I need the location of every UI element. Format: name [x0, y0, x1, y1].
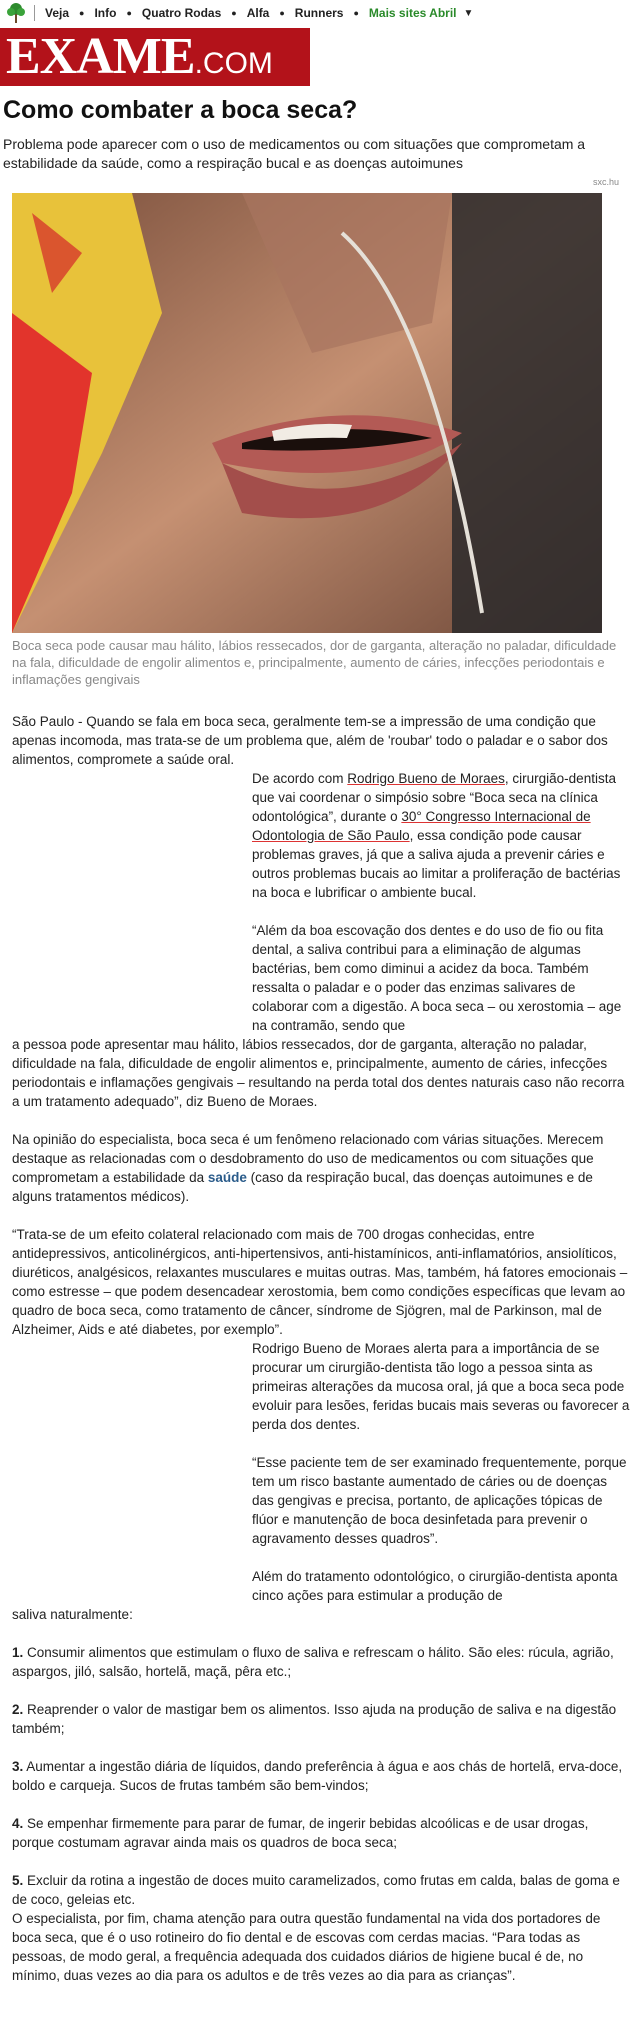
paragraph-2-post: , essa condição pode causar problemas graves, já que a saliva ajuda a prevenir cáries e outros problemas bucais ao limitar a proliferação de bactérias na boca e lubrificar o ambiente bucal. [252, 828, 621, 900]
paragraph-6: Rodrigo Bueno de Moraes alerta para a importância de se procurar um cirurgião-dentista tão logo a pessoa sinta as primeiras alterações da mucosa oral, já que a boca seca pode evoluir para lesões, feridas bucais mais severas ou favorecer a perda dos dentes. [252, 1341, 630, 1432]
nav-link-veja[interactable]: Veja [45, 6, 70, 20]
paragraph-2-mid: , cirurgião-dentista que vai coordenar o simpósio sobre “Boca seca na clínica odontológica”, durante o [252, 771, 616, 824]
list-item-text: Se empenhar firmemente para parar de fumar, de ingerir bebidas alcoólicas e de usar drogas, porque costumam agravar ainda mais os quadros de boca seca; [12, 1816, 589, 1850]
link-congresso[interactable]: 30° Congresso Internacional de Odontologia de São Paulo [252, 809, 591, 843]
link-saude[interactable]: saúde [207, 1170, 247, 1185]
paragraph-2-pre: De acordo com [252, 771, 348, 786]
paragraph-5: “Trata-se de um efeito colateral relacionado com mais de 700 drogas conhecidas, entre antidepressivos, anticolinérgicos, anti-hipertensivos, anti-histamínicos, anti-inflamatórios, ansiolíticos, diuréticos, analgésicos, relaxantes musculares e muitas outras. Mas, também, há fatores emocionais – como estresse – que podem desencadear xerostomia, bem como condições específicas que levam ao quadro de boca seca, como tratamento de câncer, síndrome de Sjögren, mal de Parkinson, mal de Alzheimer, Aids e até diabetes, por exemplo”. [12, 1227, 628, 1337]
paragraph-3-indented: “Além da boa escovação dos dentes e do uso de fio ou fita dental, a saliva contribui para a eliminação de algumas bactérias, bem como diminui a acidez da boca. Também ressalta o paladar e o poder das enzimas salivares de colaborar com a digestão. A boca seca – ou xerostomia – age na contramão, sendo que [252, 923, 622, 1033]
paragraph-8-indented: Além do tratamento odontológico, o cirurgião-dentista aponta cinco ações para estimular a produção de [252, 1569, 618, 1603]
nav-bullet: ● [279, 8, 285, 18]
nav-link-quatro-rodas[interactable]: Quatro Rodas [141, 6, 222, 20]
list-item-text: Reaprender o valor de mastigar bem os alimentos. Isso ajuda na produção de saliva e na digestão também; [12, 1702, 617, 1736]
nav-bullet: ● [79, 8, 85, 18]
nav-divider [34, 5, 35, 21]
list-item-number: 5. [12, 1873, 24, 1888]
list-item [12, 1871, 631, 1909]
paragraph-4-pre: Na opinião do especialista, boca seca é um fenômeno relacionado com várias situações. Merecem destaque as relacionadas com o desdobramento do uso de medicamentos ou com situações que comprometam a estabilidade da [12, 1132, 604, 1185]
article-subtitle: Problema pode aparecer com o uso de medicamentos ou com situações que comprometam a estabilidade da saúde, como a respiração bucal e as doenças autoimunes [3, 136, 586, 171]
exame-logo[interactable] [0, 28, 310, 86]
paragraph-7: “Esse paciente tem de ser examinado frequentemente, porque tem um risco bastante aumentado de cáries ou de doenças das gengivas e precisa, portanto, de aplicações tópicas de flúor e manutenção de boca desinfetada para prevenir o agravamento desses quadros”. [252, 1455, 627, 1546]
closing-paragraph: O especialista, por fim, chama atenção para outra questão fundamental na vida dos portadores de boca seca, que é o uso rotineiro do fio dental e de escovas com cerdas macias. “Para todas as pessoas, de modo geral, a frequência adequada dos cuidados diários de higiene bucal é de, no mínimo, duas vezes ao dia para os adultos e de três vezes ao dia para as crianças”. [12, 1911, 601, 1983]
top-navigation [0, 0, 641, 26]
link-rodrigo-bueno[interactable]: Rodrigo Bueno de Moraes [347, 771, 505, 786]
nav-link-alfa[interactable]: Alfa [246, 6, 270, 20]
list-item-number: 1. [12, 1645, 24, 1660]
paragraph-8-end: saliva naturalmente: [12, 1607, 133, 1622]
nav-link-info[interactable]: Info [94, 6, 117, 20]
list-item-number: 3. [12, 1759, 24, 1774]
list-item-text: Excluir da rotina a ingestão de doces muito caramelizados, como frutas em calda, balas de goma e de coco, geleias etc. [12, 1873, 620, 1907]
list-item [12, 1757, 631, 1795]
paragraph-4-post: (caso da respiração bucal, das doenças autoimunes e de alguns tratamentos médicos). [12, 1170, 593, 1204]
photo-caption: Boca seca pode causar mau hálito, lábios ressecados, dor de garganta, alteração no paladar, dificuldade na fala, dificuldade de engolir alimentos e, principalmente, aumento de cáries, infecções periodontais e inflamações gengivais [12, 638, 617, 687]
nav-bullet: ● [126, 8, 132, 18]
paragraph-2 [12, 769, 631, 902]
list-item-number: 4. [12, 1816, 24, 1831]
logo-brand: EXAME [6, 28, 195, 85]
paragraph-1: São Paulo - Quando se fala em boca seca, geralmente tem-se a impressão de uma condição que apenas incomoda, mas trata-se de um problema que, além de 'roubar' todo o paladar e o sabor dos alimentos, compromete a saúde oral. [12, 714, 608, 767]
list-item [12, 1700, 631, 1738]
nav-bullet: ● [231, 8, 237, 18]
nav-bullet: ● [353, 8, 359, 18]
logo-tld: .COM [194, 47, 273, 80]
nav-link-runners[interactable]: Runners [294, 6, 344, 20]
list-item-text: Aumentar a ingestão diária de líquidos, dando preferência à água e aos chás de hortelã, erva-doce, boldo e carqueja. Sucos de frutas também são bem-vindos; [12, 1759, 623, 1793]
list-item [12, 1814, 631, 1852]
list-item [12, 1643, 631, 1681]
list-item-text: Consumir alimentos que estimulam o fluxo de saliva e refrescam o hálito. São eles: rúcula, agrião, aspargos, jiló, salsão, hortelã, maçã, pêra etc.; [12, 1645, 614, 1679]
abril-tree-icon[interactable] [6, 2, 26, 24]
article-photo [12, 193, 602, 633]
article-title: Como combater a boca seca? [3, 96, 358, 124]
more-sites-link[interactable]: Mais sites Abril [368, 6, 457, 20]
photo-credit: sxc.hu [592, 177, 619, 187]
chevron-down-icon[interactable]: ▼ [463, 7, 474, 19]
paragraph-4 [12, 1130, 631, 1206]
list-item-number: 2. [12, 1702, 24, 1717]
paragraph-3-full: a pessoa pode apresentar mau hálito, lábios ressecados, dor de garganta, alteração no paladar, dificuldade na fala, dificuldade de engolir alimentos e, principalmente, aumento de cáries, infecções periodontais e inflamações gengivais – resultando na perda total dos dentes naturais caso não recorra a um tratamento adequado”, diz Bueno de Moraes. [12, 1037, 625, 1109]
article-body [12, 712, 631, 1985]
face-photo-illustration [12, 193, 602, 633]
